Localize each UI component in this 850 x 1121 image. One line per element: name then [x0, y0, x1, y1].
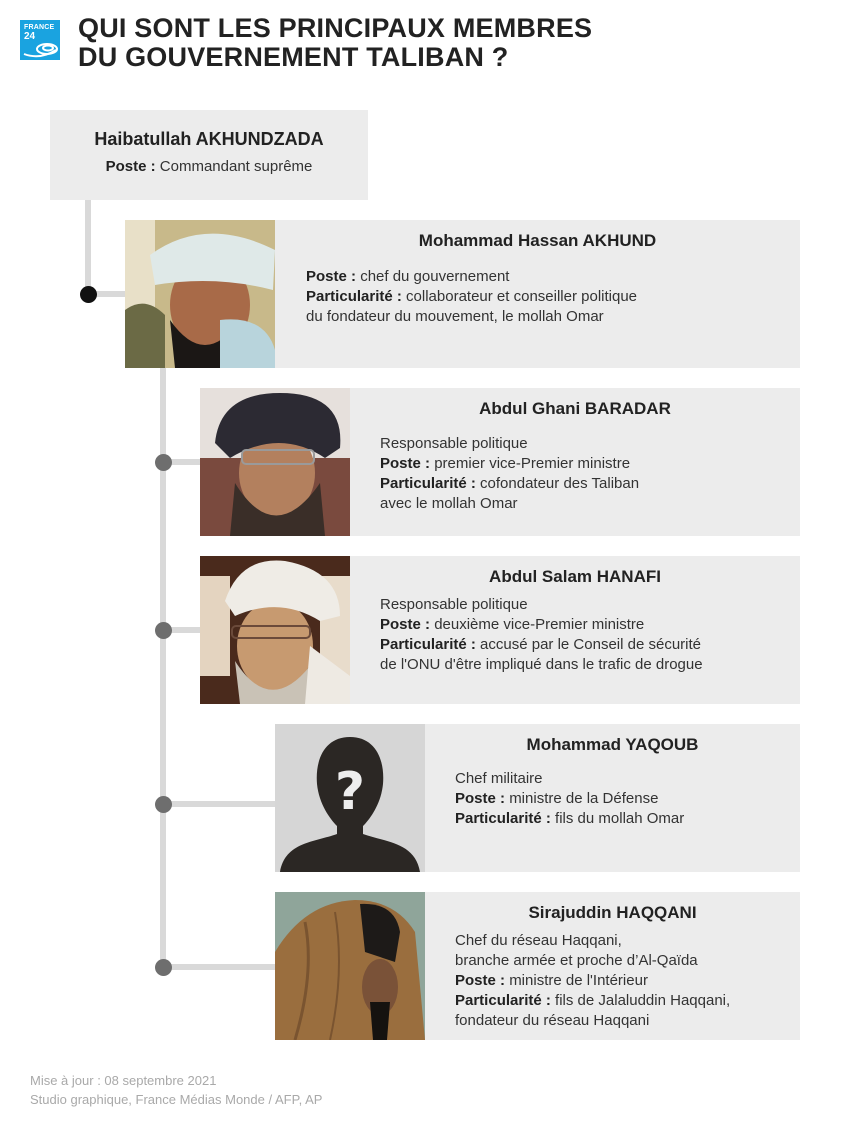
member-card: Sirajuddin HAQQANI Chef du réseau Haqqani, branche armée et proche d’Al-Qaïda Poste : ministre de l'Intérieur Particularité : fils de Jalaluddin Haqqani, fondateur du réseau Haqqani — [275, 892, 800, 1040]
svg-text:?: ? — [334, 762, 366, 822]
france24-logo: FRANCE 24 — [20, 20, 60, 60]
connector-line — [170, 801, 277, 807]
connector-line — [170, 459, 202, 465]
member-photo — [200, 388, 350, 536]
member-role: Chef du réseau Haqqani, — [455, 932, 622, 949]
credits: Studio graphique, France Médias Monde / AFP, AP — [30, 1092, 323, 1107]
connector-line — [170, 627, 202, 633]
member-poste: premier vice-Premier ministre — [434, 455, 631, 472]
node-dot — [155, 796, 172, 813]
member-card: ? Mohammad YAQOUB Chef militaire Poste : ministre de la Défense Particularité : fils du mollah Omar — [275, 724, 800, 872]
member-poste: ministre de l'Intérieur — [509, 972, 648, 989]
member-card: Mohammad Hassan AKHUND Poste : chef du gouvernement Particularité : collaborateur et conseiller politique du fondateur du mouvement, le mollah Omar — [125, 220, 800, 368]
member-name: Mohammad Hassan AKHUND — [418, 231, 657, 250]
node-dot — [80, 286, 97, 303]
member-poste: deuxième vice-Premier ministre — [434, 616, 645, 633]
member-role: Chef militaire — [455, 770, 543, 787]
member-role: Responsable politique — [380, 596, 528, 613]
member-poste: chef du gouvernement — [360, 268, 510, 285]
member-name: Sirajuddin HAQQANI — [528, 903, 697, 922]
member-particularite: cofondateur des Taliban — [480, 475, 640, 492]
page-title: QUI SONT LES PRINCIPAUX MEMBRES DU GOUVERNEMENT TALIBAN ? — [78, 13, 593, 72]
member-card: Abdul Salam HANAFI Responsable politique Poste : deuxième vice-Premier ministre Particularité : accusé par le Conseil de sécurité de l'ONU d'être impliqué dans le trafic de drogue — [200, 556, 800, 704]
member-photo — [125, 220, 275, 368]
leader-poste: Commandant suprême — [159, 158, 313, 175]
member-particularite: fils de Jalaluddin Haqqani, — [555, 992, 731, 1009]
leader-card: Haibatullah AKHUNDZADA Poste : Commandant suprême — [50, 110, 368, 200]
leader-name: Haibatullah AKHUNDZADA — [94, 129, 324, 149]
update-date: Mise à jour : 08 septembre 2021 — [30, 1073, 217, 1088]
member-name: Abdul Ghani BARADAR — [479, 399, 671, 418]
member-role: Responsable politique — [380, 435, 528, 452]
signal-waves-icon — [20, 20, 60, 60]
member-photo — [275, 892, 425, 1040]
member-particularite: collaborateur et conseiller politique — [406, 288, 638, 305]
member-card: Abdul Ghani BARADAR Responsable politique Poste : premier vice-Premier ministre Particularité : cofondateur des Taliban avec le mollah Omar — [200, 388, 800, 536]
member-particularite: fils du mollah Omar — [555, 810, 685, 827]
member-name: Mohammad YAQOUB — [526, 735, 699, 754]
member-poste: ministre de la Défense — [509, 790, 659, 807]
member-name: Abdul Salam HANAFI — [489, 567, 661, 586]
connector-line — [85, 200, 91, 295]
member-particularite: accusé par le Conseil de sécurité — [480, 636, 701, 653]
unknown-person-icon — [275, 724, 425, 872]
connector-line — [96, 291, 126, 297]
footer — [30, 1071, 322, 1109]
member-photo — [200, 556, 350, 704]
node-dot — [155, 959, 172, 976]
connector-line — [170, 964, 277, 970]
node-dot — [155, 622, 172, 639]
node-dot — [155, 454, 172, 471]
